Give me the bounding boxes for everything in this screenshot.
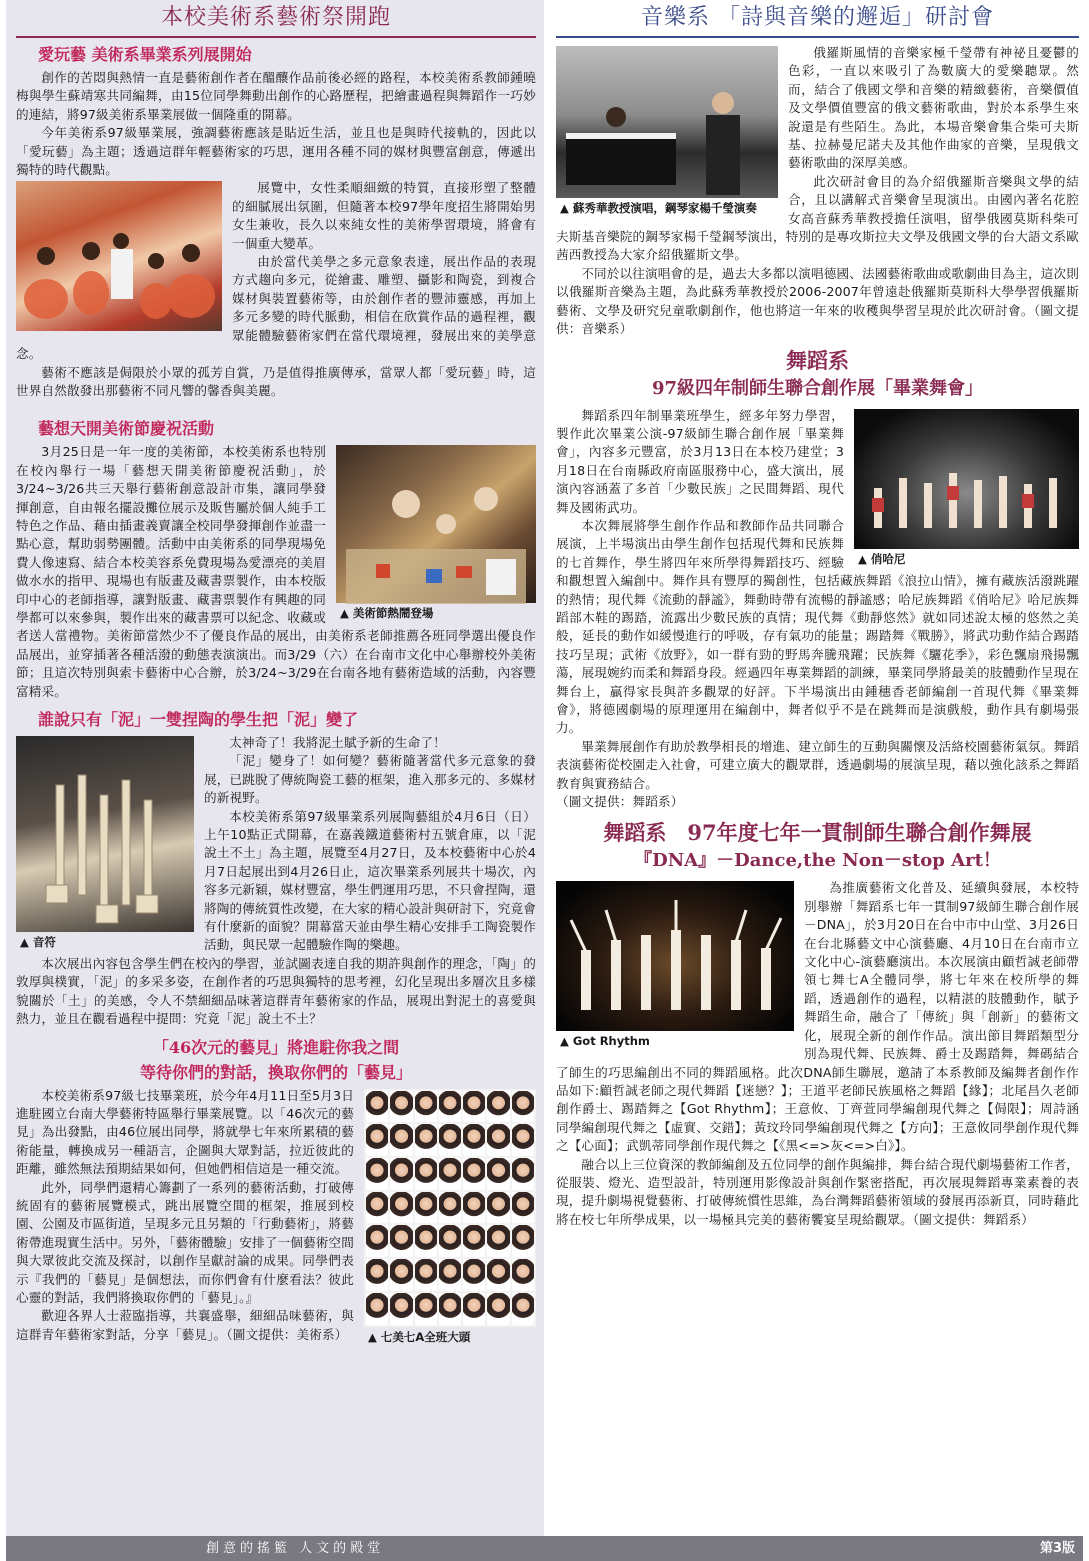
- article-paragraph: 太神奇了！我將泥土賦予新的生命了！: [229, 735, 446, 750]
- article-graduation-dance: [556, 347, 1079, 812]
- article-paragraph: 本校美術系第97級畢業系列展陶藝組於4月6日（日）上午10點正式開幕，在嘉義鐵道藝術村五號倉庫，以「泥說土不土」為主題，展覽至4月27日，及本校藝術中心於4月7日起展出到4月26日止，這次畢業系列展共十場次，內容多元新穎，媒材豐富，學生們運用巧思，不只會捏陶，還將陶的傳統質性改變，在大家的精心設計與研討下，究竟會有什麼新的面貌？開幕當天並由學生精心安排手工陶瓷製作活動，與民眾一起體驗作陶的樂趣。: [204, 808, 536, 953]
- article-paragraph: 展覽中，女性柔順細緻的特質，直接形塑了整體的細膩展出氛圍，但隨著本校97學年度招生將開始男女生兼收，長久以來純女性的美術學習環境，將會有一個重大變革。: [232, 180, 536, 251]
- footer-slogan: 創意的搖籃 人文的殿堂: [206, 1541, 385, 1556]
- photo: [556, 46, 778, 198]
- article-paragraph: 融合以上三位資深的教師編創及五位同學的創作與編排，舞台結合現代劇場藝術工作者，從服裝、燈光、造型設計，特別運用影像設計與創作緊密搭配，再次展現舞蹈專業素養的表現，提升劇場視覺藝術、打破傳統慣性思維，為台灣舞蹈藝術領域的發展再添新頁，同時藉此將在校七年所學成果，以一場極具完美的藝術饗宴呈現給觀眾。（圖文提供：舞蹈系）: [556, 1156, 1079, 1227]
- dance-dna-heading: 舞蹈系 97年度七年一貫制師生聯合創作舞展: [603, 820, 1032, 846]
- page-footer: [6, 1536, 1083, 1561]
- article-title: 97級四年制師生聯合創作展「畢業舞會」: [651, 377, 984, 399]
- article-paragraph: 俄羅斯風情的音樂家極千瑩帶有神祕且憂鬱的色彩，一直以來吸引了為數廣大的愛樂聽眾。然而，結合了俄國文學和音樂的精緻藝術，音樂價值及文學價值豐富的俄文藝術歌曲，對於本系學生來說還是有些陌生。為此，本場音樂會集合柴可夫斯基、拉赫曼尼諾夫及其他作曲家的音樂，呈現俄文藝術歌曲的深厚美感。: [788, 45, 1079, 171]
- market-illustration: [336, 445, 536, 621]
- article-paragraph: 本次舞展將學生創作作品和教師作品共同聯合展演，上半場演出由學生創作包括現代舞和民族舞的七首舞作，學生將四年來所學得舞蹈技巧、經驗和觀想置入編創中。舞作具有豐厚的獨創性，包括藏族舞蹈《浪拉山情》，擁有藏族活潑跳躍的熱情；現代舞《流動的靜謐》，舞動時帶有流暢的靜謐感；哈尼族舞蹈《俏哈尼》哈尼族舞蹈部木鞋的踢踏，流露出少數民族的真情；現代舞《動靜悠然》就如同述說太極的悠然之美般，延長的動作如緩慢進行的呼吸，存有氣功的能量；踢踏舞《戰勝》，將武功動作結合踢踏技巧呈現；武術《放野》，如一群有勁的野馬奔騰飛躍；民族舞《驪花季》，彩色飄扇飛揚飄蕩，展現婉約而柔和舞蹈身段。經過四年專業舞蹈的訓練，畢業同學將最美的肢體動作呈現在舞台上，贏得家長與許多觀眾的好評。下半場演出由鍾穗香老師編創一首現代舞《畢業舞會》，將德國劇場的原理運用在編創中，舞者似乎不是在跳舞而是演戲般，動作具有劇場張力。: [556, 517, 1079, 736]
- art-section-heading: 本校美術系藝術祭開跑: [160, 5, 391, 30]
- music-section-heading: 音樂系 「詩與音樂的邂逅」研討會: [641, 5, 994, 30]
- photo: [556, 881, 794, 1031]
- page-number: 第3版: [1039, 1541, 1075, 1556]
- piano-illustration: [556, 46, 778, 216]
- dancers-illustration: [854, 409, 1079, 567]
- heading-rule: [16, 36, 536, 38]
- article-paragraph: 為推廣藝術文化普及、延續與發展，本校特別舉辦「舞蹈系七年一貫制97級師生聯合創作展－DNA」，於3月20日在台中市中山堂、3月26日在台北縣藝文中心演藝廳、4月10日在台南市立文化中心-演藝廳演出。本次展演由顧哲誠老師帶領七舞七A全體同學，將七年來在校所學的舞蹈，透過創作的過程，以精湛的肢體動作，賦予舞蹈生命，融合了「傳統」與「創新」的藝術文化，展現全新的創作作品。演出節目舞蹈類型分別為現代舞、民族舞、爵士及踢踏舞，舞碼結合了師生的巧思編創出不同的舞蹈風格。此次DNA師生聯展，邀請了本系教師及編舞者創作作品如下:顧哲誠老師之現代舞蹈【迷戀？】；王道平老師民族風格之舞蹈【緣】；北尾昌久老師創作爵士、踢踏舞之【Got Rhythm】；王意攸、丁齊萱同學編創現代舞之【侷限】；周詩涵同學編創現代舞之【虛實、交錯】；黃玟玲同學編創現代舞之【方向】；王意攸同學創作現代舞之【心面】；武凱蒂同學創作現代舞之【《黑<=>灰<=>白》】。: [556, 880, 1079, 1154]
- piano-recital-photo: [556, 46, 778, 216]
- class-portraits-photo: [364, 1089, 536, 1345]
- portrait-grid: [364, 1089, 536, 1327]
- article-paragraph: 不同於以往演唱會的是，過去大多都以演唱德國、法國藝術歌曲或歌劇曲目為主，這次則以俄羅斯音樂為主題，為此蘇秀華教授於2006-2007年曾遠赴俄羅斯莫斯科大學學習俄羅斯藝術、文學及研究兒童歌劇創作，他也將這一年來的收穫與學習呈現於此次研討會。（圖文提供：音樂系）: [556, 265, 1079, 337]
- article-paragraph: 3月25日是一年一度的美術節，本校美術系也特別在校內舉行一場「藝想天開美術節慶祝活動」，於3/24~3/26共三天舉行藝術創意設計市集，讓同學發揮創意，自由報名擺設攤位展示及販售屬於個人純手工特色之作品、藉由插畫義賣讓全校同學發揮創作並盡一點心意，幫助弱勢團體。活動中由美術系的同學現場免費人像速寫、結合本校美容系免費現場為愛漂亮的美眉做水水的指甲、現場也有版畫及藏書票製作，由本校版印中心的老師指導，讓對版畫、藏書票製作有興趣的同學都可以來參與，製作出來的藏書票可以紀念、收藏或者送人當禮物。美術節當然少不了優良作品的展出，由美術系老師推薦各班同學選出優良作品展出，並穿插著各種活潑的動態表演演出。而3/29（六）在台南市文化中心舉辦校外美術節；且這次特別與索卡藝術中心合辦，於3/24~3/29在台南各地有藝術造域的活動，內容豐富精采。: [16, 444, 536, 699]
- article-ai-wan-yi: [16, 44, 536, 400]
- article-credit: （圖文提供：舞蹈系）: [556, 794, 684, 810]
- article-paragraph: 舞蹈系四年制畢業班學生，經多年努力學習，製作此次畢業公演-97級師生聯合創作展「畢業舞會」，內容多元豐富，於3月13日在本校乃建堂；3月18日在台南縣政府南區服務中心，盛大演出，展演內容涵蓋了多首「少數民族」之民間舞蹈、現代舞及國術武功。: [556, 407, 844, 515]
- article-paragraph: 本校美術系97級七技畢業班，於今年4月11日至5月3日進駐國立台南大學藝術特區舉行畢業展覽。以「46次元的藝見」為出發點，由46位展出同學，將就學七年來所累積的藝術能量，轉換成另一種語言，企圖與大眾對話，拉近彼此的距離，雖然無法預期結果如何，但她們相信這是一種交流。: [16, 1087, 354, 1177]
- article-paragraph: 歡迎各界人士蒞臨指導，共襄盛舉，細細品味藝術，與這群青年藝術家對話，分享「藝見」。（圖文提供：美術系）: [16, 1308, 354, 1342]
- heading-rule: [556, 36, 1079, 38]
- article-paragraph: 創作的苦悶與熱情一直是藝術創作者在醞釀作品前後必經的路程，本校美術系教師鍾曉梅與學生蘇靖寒共同編舞，由15位同學舞動出創作的心路歷程，把繪畫過程與舞蹈作一巧妙的連結，將97級美術系畢業展做一個隆重的開幕。: [16, 70, 536, 122]
- article-dna-dance: [556, 819, 1079, 1229]
- art-festival-photo: [336, 445, 536, 621]
- article-subtitle: 等待你們的對話，換取你們的「藝見」: [139, 1062, 412, 1082]
- photo: [336, 445, 536, 603]
- photo-caption: ▲ 俏哈尼: [854, 549, 1079, 567]
- qiao-hani-photo: [854, 409, 1079, 567]
- right-column: [552, 0, 1083, 1536]
- dance-opening-photo: [16, 181, 222, 331]
- article-paragraph: 今年美術系97級畢業展，強調藝術應該是貼近生活，並且也是與時代接軌的，因此以「愛玩藝」為主題；透過這群年輕藝術家的巧思，運用各種不同的媒材與豐富創意，傳遞出獨特的時代觀點。: [16, 125, 536, 178]
- music-notes-sculpture-photo: [16, 736, 194, 950]
- photo-caption: ▲ 七美七A全班大頭: [364, 1327, 536, 1345]
- article-paragraph: 此外，同學們還精心籌劃了一系列的藝術活動，打破傳統固有的藝術展覽模式，跳出展覽空間的框架，推展到校園、公園及市區街道，呈現多元且另類的「行動藝術」，將藝術帶進現實生活中。另外，「藝術體驗」安排了一個藝術空間與大眾彼此交流及探討，以創作呈獻討論的成果。同學們表示『我們的「藝見」是個想法，而你們會有什麼看法？彼此心靈的對話，我們將換取你們的「藝見」。』: [16, 1179, 354, 1305]
- dancers-illustration: [556, 881, 794, 1049]
- photo: [854, 409, 1079, 549]
- article-paragraph: 此次研討會目的為介紹俄羅斯音樂與文學的結合，且以講解式音樂會呈現演出。由國內著名花腔女高音蘇秀華教授擔任演唱，留學俄國莫斯科柴可夫斯基音樂院的鋼琴家楊千瑩鋼琴演出，特別的是專攻斯拉夫文學及俄國文學的台大語文系歐茜西教授為大家介紹俄羅斯文學。: [556, 173, 1079, 263]
- article-music-seminar: [556, 44, 1079, 339]
- photo: [16, 181, 222, 331]
- article-paragraph: 本次展出內容包含學生們在校內的學習，並試圖表達自我的期許與創作的理念，「陶」的敦厚與樸實，「泥」的多采多姿，在創作者的巧思與獨特的思考裡，幻化呈現出多層次且多樣貌關於「土」的美感，令人不禁細細品味著這群青年藝術家的作品，展現出對泥土的喜愛與熱力，並且在觀看過程中提問：究竟「泥」說土不土？: [16, 955, 536, 1027]
- article-title: 愛玩藝 美術系畢業系列展開始: [38, 45, 252, 64]
- left-column: [6, 0, 544, 1536]
- photo-caption: ▲ 音符: [16, 932, 194, 950]
- got-rhythm-photo: [556, 881, 794, 1049]
- photo-caption: ▲ Got Rhythm: [556, 1031, 794, 1049]
- photo: [364, 1089, 536, 1327]
- article-paragraph: 藝術不應該是侷限於小眾的孤芳自賞，乃是值得推廣傳承，當眾人都「愛玩藝」時，這世界自然散發出那藝術不同凡響的馨香與美麗。: [16, 364, 536, 398]
- dancers-illustration: [16, 181, 222, 331]
- photo-caption: ▲ 美術節熱鬧登場: [336, 603, 536, 621]
- article-paragraph: 畢業舞展創作有助於教學相長的增進、建立師生的互動與關懷及活絡校園藝術氣氛。舞蹈表演藝術從校園走入社會，可建立廣大的觀眾群，透過劇場的展演呈現，藉以強化該系之舞蹈教育與實務結合。: [556, 738, 1079, 791]
- dance-section-heading: 舞蹈系: [786, 347, 849, 373]
- article-art-festival: [16, 418, 536, 701]
- sculpture-illustration: [16, 736, 194, 950]
- photo-caption: ▲ 蘇秀華教授演唱，鋼琴家楊千瑩演奏: [556, 198, 778, 216]
- article-paragraph: 由於當代美學之多元意象表達，展出作品的表現方式趨向多元，從繪畫、雕塑、攝影和陶瓷，到複合媒材與裝置藝術等，由於創作者的豐沛靈感，再加上多元多變的時代脈動，相信在欣賞作品的過程裡，觀眾能體驗藝術家們在當代環境裡，發展出來的美學意念。: [16, 254, 536, 362]
- article-paragraph: 「泥」變身了！如何變？藝術隨著當代多元意象的發展，已跳脫了傳統陶瓷工藝的框架，進入那多元的、多媒材的新視野。: [204, 753, 536, 806]
- article-clay: [16, 709, 536, 1029]
- article-title: 『DNA』－Dance,the Non－stop Art！: [634, 850, 1001, 872]
- article-title: 「46次元的藝見」將進駐你我之間: [152, 1037, 400, 1057]
- photo: [16, 736, 194, 932]
- article-46-dimensions: [16, 1037, 536, 1349]
- article-title: 誰說只有「泥」一雙捏陶的學生把「泥」變了: [38, 710, 359, 729]
- article-title: 藝想天開美術節慶祝活動: [38, 419, 215, 439]
